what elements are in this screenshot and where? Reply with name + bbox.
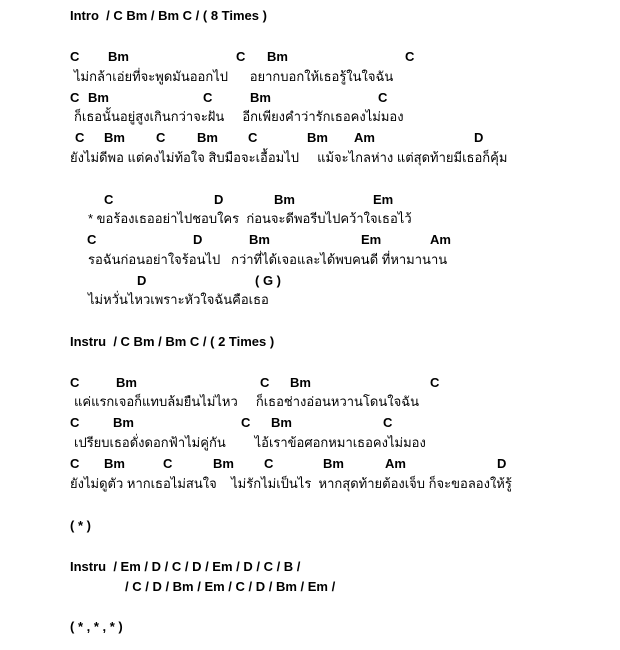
lyric-line: แค่แรกเจอก็แทบล้มยืนไม่ไหว ก็เธอช่างอ่อนหวานโดนใจฉัน	[74, 394, 419, 409]
chord: Bm	[250, 90, 271, 105]
lyric-line: ยังไม่ดูตัว หากเธอไม่สนใจ ไม่รักไม่เป็นไร หากสุดท้ายต้องเจ็บ ก็จะขอลองให้รู้	[70, 476, 512, 491]
chord: C	[430, 375, 440, 390]
chord: C	[405, 49, 415, 64]
chord: C	[156, 130, 166, 145]
chord: C	[70, 415, 80, 430]
chord: ( G )	[255, 273, 281, 288]
chord: C	[260, 375, 270, 390]
chord: Bm	[104, 130, 125, 145]
chord: D	[497, 456, 507, 471]
chord: Em	[361, 232, 382, 247]
chord: Bm	[113, 415, 134, 430]
chord: D	[474, 130, 484, 145]
lyric-line: ยังไม่ดีพอ แต่คงไม่ท้อใจ สิบมือจะเอื้อมไป แม้จะไกลห่าง แต่สุดท้ายมีเธอก็คุ้ม	[70, 150, 508, 165]
lyric-line: * ขอร้องเธออย่าไปชอบใคร ก่อนจะดีพอรีบไปคว้าใจเธอไว้	[88, 211, 412, 226]
chord: Am	[430, 232, 451, 247]
chord: Bm	[271, 415, 292, 430]
chord: Bm	[104, 456, 125, 471]
chord: Bm	[213, 456, 234, 471]
lyric-line: รอฉันก่อนอย่าใจร้อนไป กว่าที่ได้เจอและได้พบคนดี ที่หามานาน	[88, 252, 448, 267]
instru-line-cont: / C / D / Bm / Em / C / D / Bm / Em /	[125, 579, 336, 594]
chord: C	[203, 90, 213, 105]
repeat-chorus: ( * )	[70, 518, 91, 533]
chord: C	[241, 415, 251, 430]
chord: Bm	[108, 49, 129, 64]
chord: Bm	[197, 130, 218, 145]
chord: C	[378, 90, 388, 105]
chord: Bm	[267, 49, 288, 64]
chord: Bm	[274, 192, 295, 207]
chord: C	[236, 49, 246, 64]
chord: Bm	[88, 90, 109, 105]
chord: Am	[354, 130, 375, 145]
instru-line: Instru / Em / D / C / D / Em / D / C / B /	[70, 559, 301, 574]
chord: Bm	[323, 456, 344, 471]
chord: Am	[385, 456, 406, 471]
chord: Bm	[249, 232, 270, 247]
lyric-line: ไม่หวั่นไหวเพราะหัวใจฉันคือเธอ	[88, 292, 269, 307]
chord: Bm	[116, 375, 137, 390]
chord: D	[214, 192, 224, 207]
lyric-line: ไม่กล้าเอ่ยที่จะพูดมันออกไป อยากบอกให้เธอรู้ในใจฉัน	[74, 69, 394, 84]
chord: C	[87, 232, 97, 247]
instru-line: Instru / C Bm / Bm C / ( 2 Times )	[70, 334, 275, 349]
chord: Bm	[307, 130, 328, 145]
lyric-line: ก็เธอนั้นอยู่สูงเกินกว่าจะฝัน อีกเพียงคำว่ารักเธอคงไม่มอง	[74, 109, 404, 124]
chord: C	[248, 130, 258, 145]
chord: Em	[373, 192, 394, 207]
chord: Bm	[290, 375, 311, 390]
chord: C	[70, 456, 80, 471]
chord: C	[75, 130, 85, 145]
lyric-line: เปรียบเธอดั่งดอกฟ้าไม่คู่กัน ไอ้เราข้อศอกหมาเธอคงไม่มอง	[74, 435, 426, 450]
chord: C	[70, 375, 80, 390]
intro-line: Intro / C Bm / Bm C / ( 8 Times )	[70, 8, 267, 23]
chord: C	[70, 90, 80, 105]
chord: C	[104, 192, 114, 207]
chord: C	[383, 415, 393, 430]
chord: C	[70, 49, 80, 64]
chord: C	[163, 456, 173, 471]
chord: C	[264, 456, 274, 471]
repeat-chorus-3x: ( * , * , * )	[70, 619, 123, 634]
chord: D	[193, 232, 203, 247]
chord: D	[137, 273, 147, 288]
